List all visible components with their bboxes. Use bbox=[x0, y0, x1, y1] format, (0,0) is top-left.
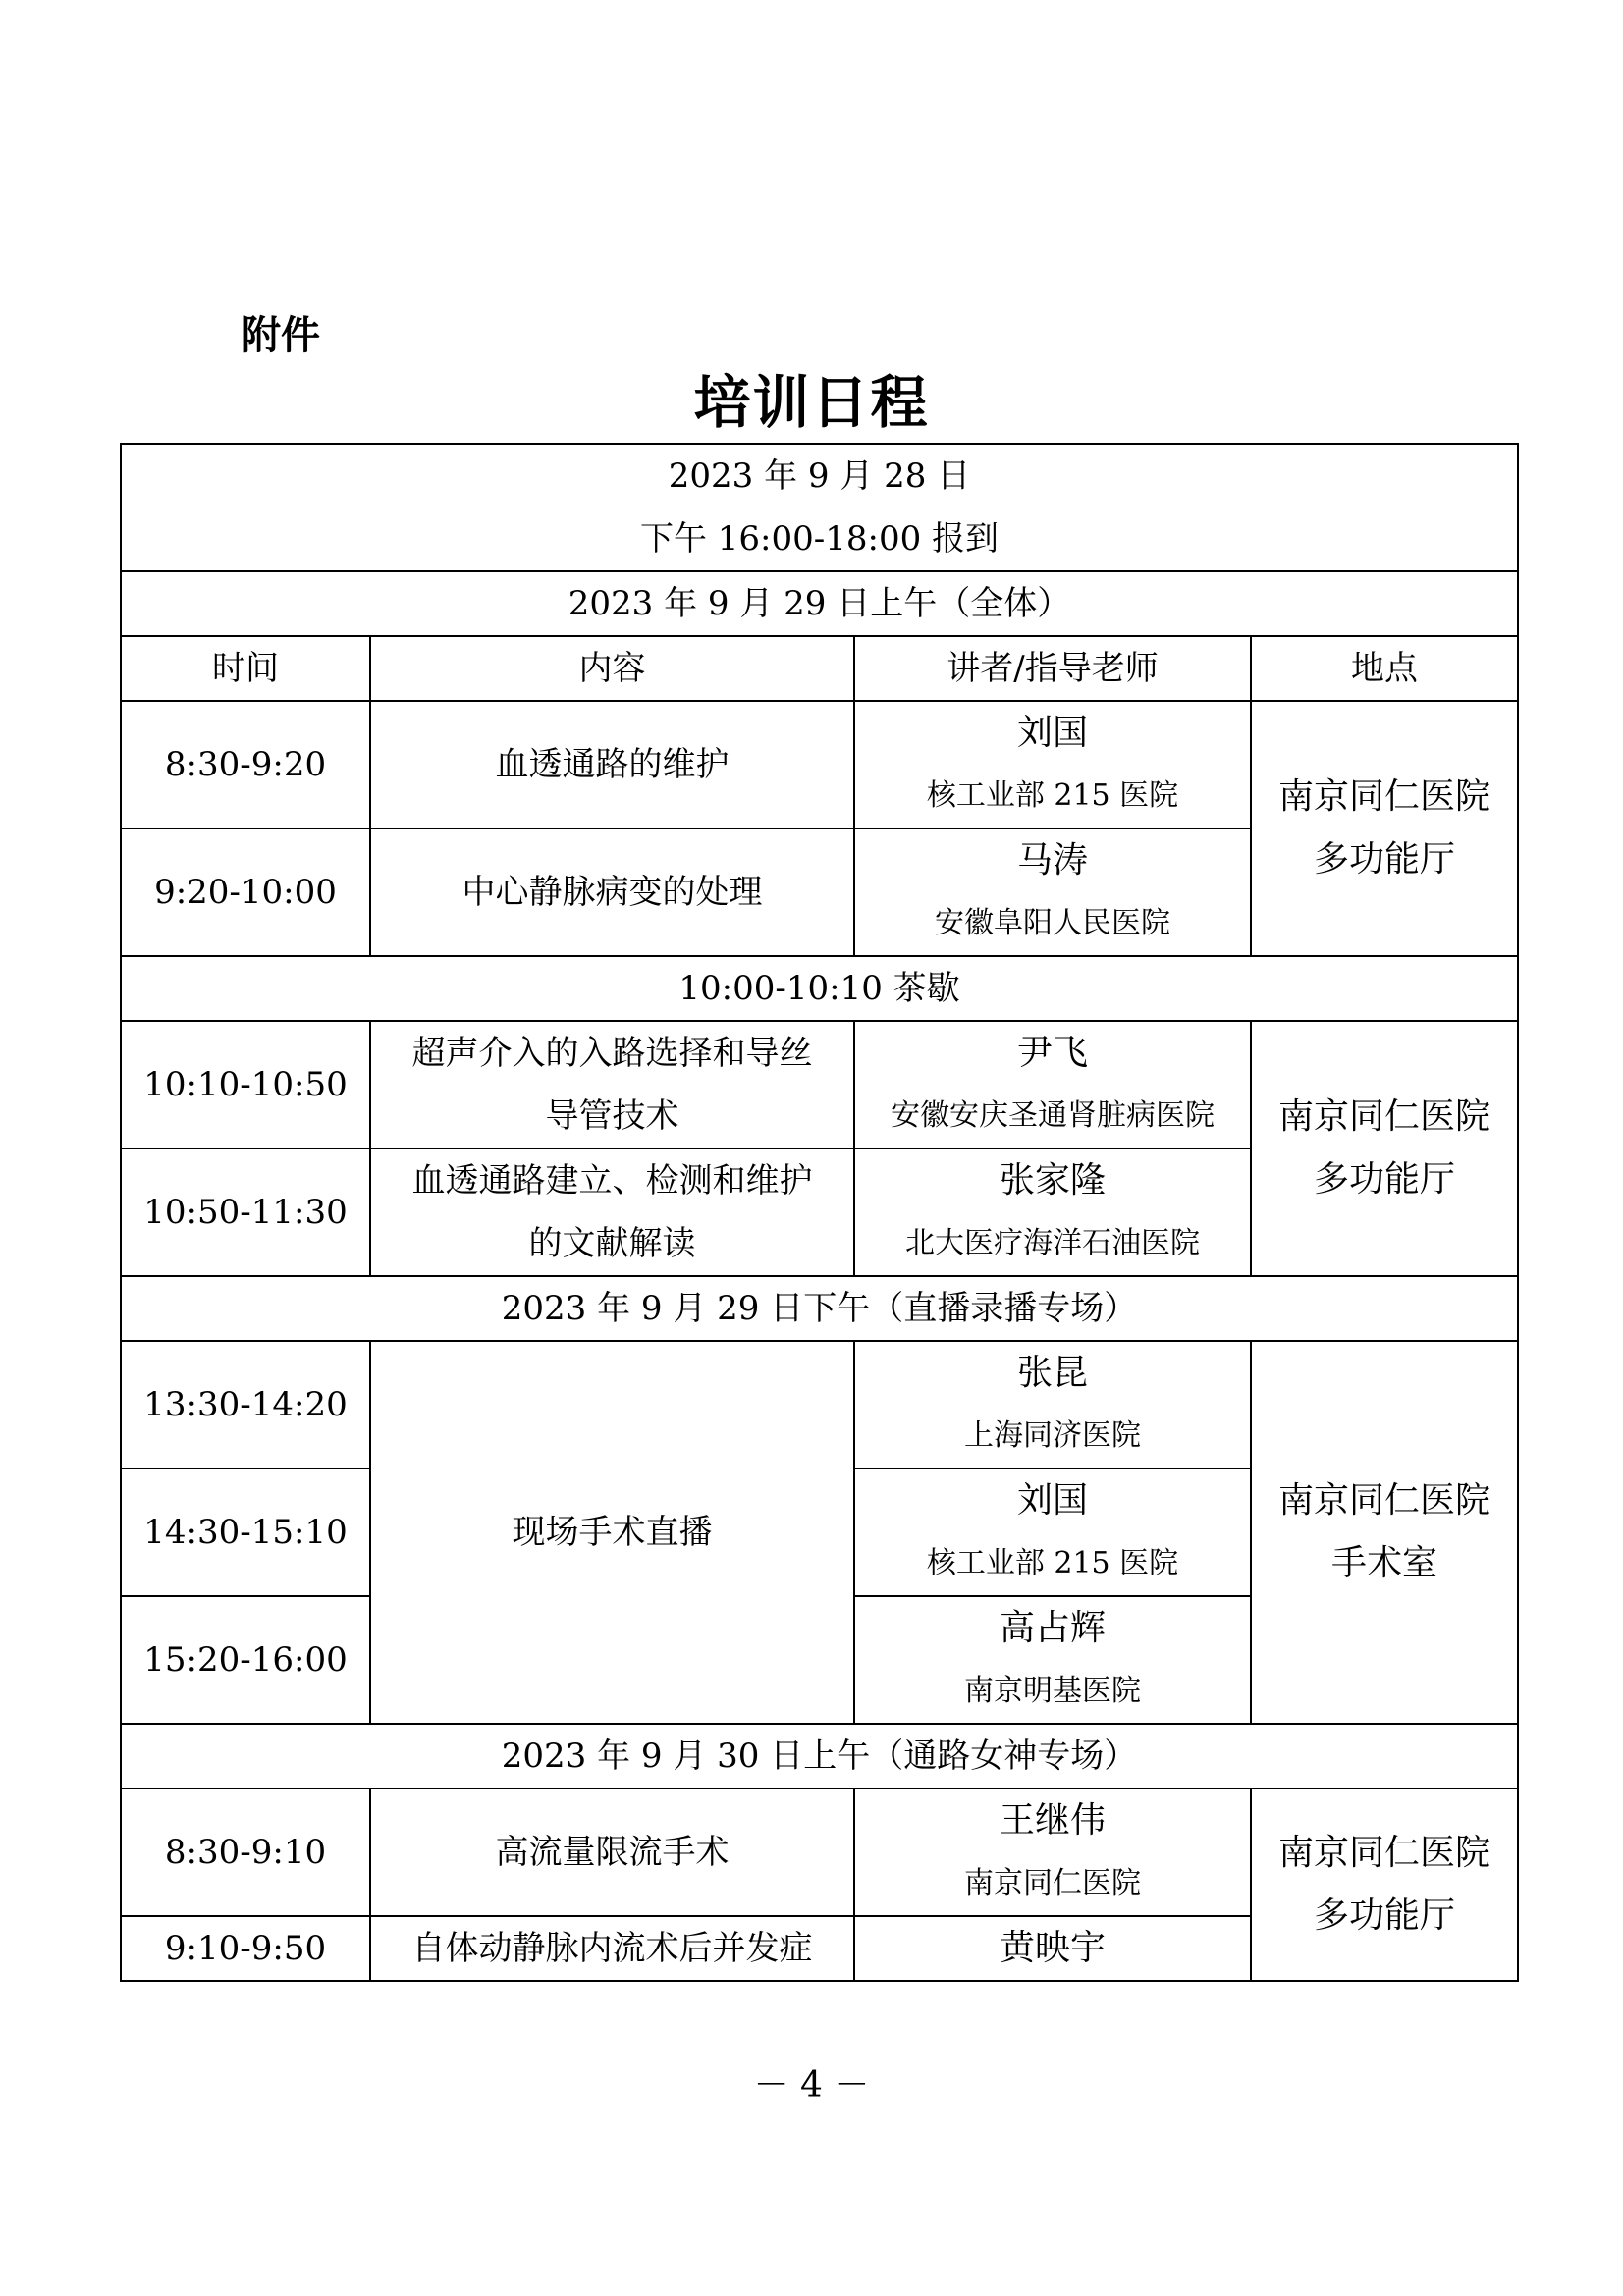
session-time: 10:10-10:50 bbox=[121, 1021, 370, 1148]
speaker-name: 高占辉 bbox=[999, 1608, 1106, 1648]
session-venue bbox=[1251, 1341, 1518, 1724]
venue-line: 多功能厅 bbox=[1314, 839, 1456, 880]
speaker-name: 王继伟 bbox=[999, 1800, 1106, 1841]
speaker-org: 核工业部 215 医院 bbox=[926, 1546, 1179, 1580]
column-header-time: 时间 bbox=[121, 636, 370, 701]
session-topic bbox=[370, 1021, 854, 1148]
column-header-speaker: 讲者/指导老师 bbox=[854, 636, 1251, 701]
session-topic: 自体动静脉内流术后并发症 bbox=[370, 1916, 854, 1981]
topic-line: 超声介入的入路选择和导丝 bbox=[411, 1034, 813, 1073]
session-speaker bbox=[854, 1789, 1251, 1916]
speaker-name: 尹飞 bbox=[1016, 1033, 1088, 1073]
session-time: 8:30-9:10 bbox=[121, 1789, 370, 1916]
speaker-org: 核工业部 215 医院 bbox=[926, 778, 1179, 813]
session-topic: 高流量限流手术 bbox=[370, 1789, 854, 1916]
session-speaker bbox=[854, 828, 1251, 956]
session-venue bbox=[1251, 1789, 1518, 1981]
session-topic bbox=[370, 1148, 854, 1276]
header-row bbox=[121, 444, 1518, 571]
session-topic: 现场手术直播 bbox=[370, 1341, 854, 1724]
session-speaker bbox=[854, 1468, 1251, 1596]
session-time: 14:30-15:10 bbox=[121, 1468, 370, 1596]
topic-line: 血透通路建立、检测和维护 bbox=[411, 1161, 813, 1201]
session-row bbox=[121, 701, 1518, 828]
venue-line: 南京同仁医院 bbox=[1278, 1096, 1491, 1137]
speaker-org: 南京同仁医院 bbox=[964, 1866, 1141, 1900]
session-speaker bbox=[854, 1596, 1251, 1724]
session-time: 9:20-10:00 bbox=[121, 828, 370, 956]
session-time: 15:20-16:00 bbox=[121, 1596, 370, 1724]
session-topic: 中心静脉病变的处理 bbox=[370, 828, 854, 956]
section-row bbox=[121, 1276, 1518, 1341]
session-time: 9:10-9:50 bbox=[121, 1916, 370, 1981]
speaker-name: 马涛 bbox=[1016, 840, 1088, 881]
section-heading: 2023 年 9 月 30 日上午（通路女神专场） bbox=[121, 1724, 1518, 1789]
column-header-venue: 地点 bbox=[1251, 636, 1518, 701]
section-row bbox=[121, 1724, 1518, 1789]
column-header-content: 内容 bbox=[370, 636, 854, 701]
venue-line: 南京同仁医院 bbox=[1278, 1480, 1491, 1521]
speaker-org: 南京明基医院 bbox=[964, 1674, 1141, 1708]
session-row bbox=[121, 1021, 1518, 1148]
venue-line: 南京同仁医院 bbox=[1278, 1833, 1491, 1873]
speaker-name: 刘国 bbox=[1016, 713, 1088, 753]
attachment-label: 附件 bbox=[242, 313, 320, 358]
topic-line: 导管技术 bbox=[545, 1096, 679, 1136]
break-row bbox=[121, 956, 1518, 1021]
schedule-table bbox=[120, 443, 1519, 1982]
venue-line: 南京同仁医院 bbox=[1278, 776, 1491, 817]
session-speaker bbox=[854, 701, 1251, 828]
session-time: 8:30-9:20 bbox=[121, 701, 370, 828]
speaker-name: 刘国 bbox=[1016, 1480, 1088, 1521]
session-time: 10:50-11:30 bbox=[121, 1148, 370, 1276]
checkin-date: 2023 年 9 月 28 日 bbox=[668, 456, 971, 496]
session-speaker bbox=[854, 1341, 1251, 1468]
session-speaker bbox=[854, 1148, 1251, 1276]
session-row bbox=[121, 1789, 1518, 1916]
speaker-org: 安徽安庆圣通肾脏病医院 bbox=[891, 1098, 1215, 1133]
section-heading: 2023 年 9 月 29 日上午（全体） bbox=[121, 571, 1518, 636]
topic-line: 的文献解读 bbox=[528, 1224, 696, 1263]
speaker-org: 安徽阜阳人民医院 bbox=[935, 906, 1170, 940]
session-topic: 血透通路的维护 bbox=[370, 701, 854, 828]
session-venue bbox=[1251, 1021, 1518, 1276]
page-title: 培训日程 bbox=[693, 369, 930, 436]
speaker-name: 张昆 bbox=[1016, 1353, 1088, 1393]
speaker-name: 黄映宇 bbox=[999, 1928, 1106, 1968]
speaker-org: 上海同济医院 bbox=[964, 1418, 1141, 1453]
section-heading: 2023 年 9 月 29 日下午（直播录播专场） bbox=[121, 1276, 1518, 1341]
session-row bbox=[121, 1341, 1518, 1468]
speaker-name: 张家隆 bbox=[999, 1160, 1106, 1201]
page-number: － 4 － bbox=[753, 2065, 870, 2106]
section-row bbox=[121, 571, 1518, 636]
speaker-org: 北大医疗海洋石油医院 bbox=[905, 1226, 1200, 1260]
checkin-time: 下午 16:00-18:00 报到 bbox=[639, 519, 1000, 559]
column-header-row bbox=[121, 636, 1518, 701]
session-time: 13:30-14:20 bbox=[121, 1341, 370, 1468]
session-speaker bbox=[854, 1916, 1251, 1981]
session-speaker bbox=[854, 1021, 1251, 1148]
venue-line: 多功能厅 bbox=[1314, 1159, 1456, 1200]
checkin-cell bbox=[121, 444, 1518, 571]
break-heading: 10:00-10:10 茶歇 bbox=[121, 956, 1518, 1021]
session-venue bbox=[1251, 701, 1518, 956]
venue-line: 手术室 bbox=[1331, 1543, 1438, 1583]
venue-line: 多功能厅 bbox=[1314, 1896, 1456, 1936]
